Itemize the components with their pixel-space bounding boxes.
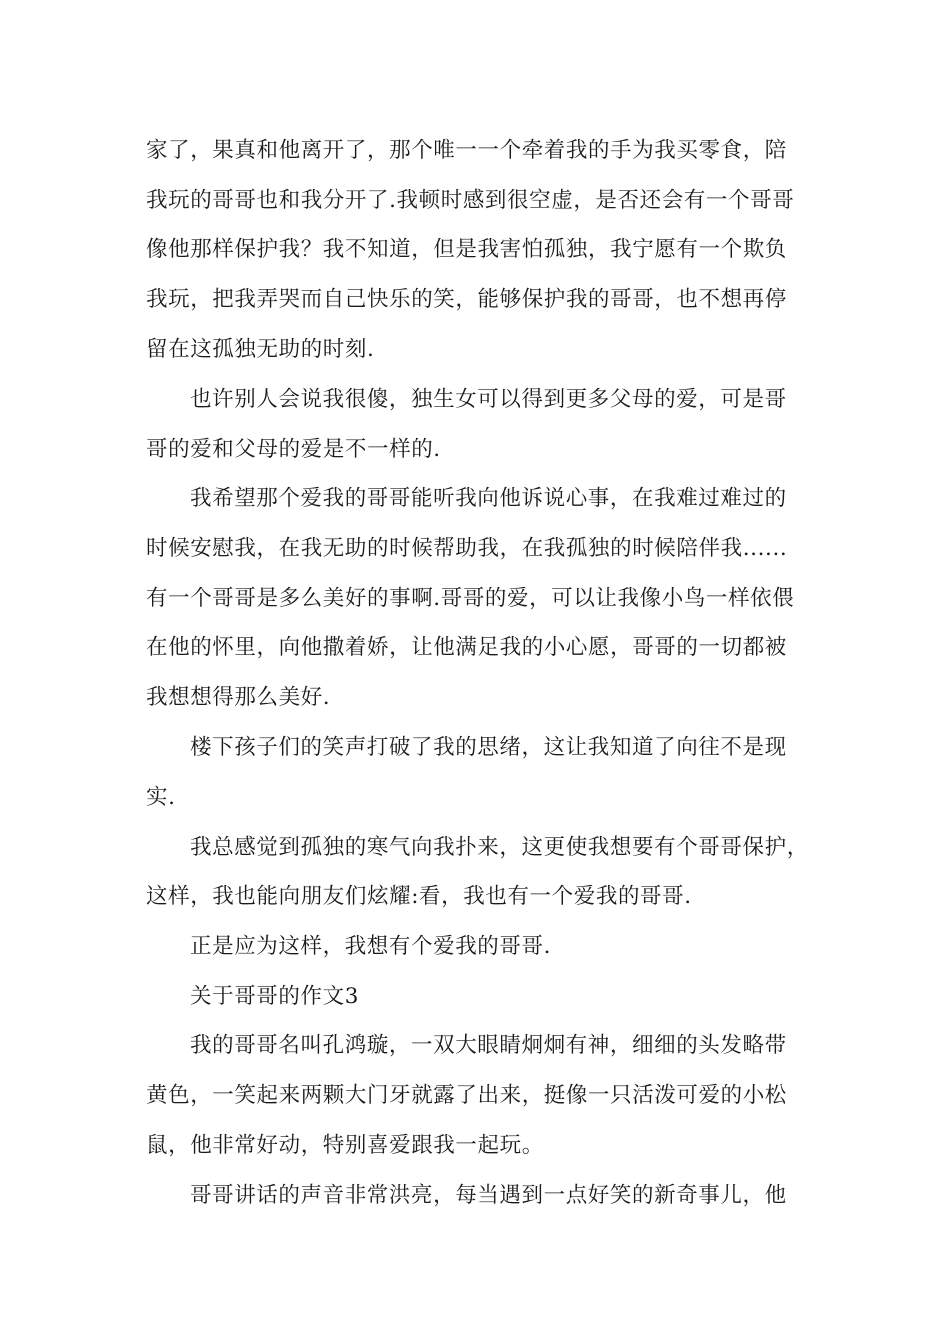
text-line: 留在这孤独无助的时刻. [146, 337, 375, 362]
text-line: 实. [146, 785, 176, 810]
paragraph-start-line: 正是应为这样，我想有个爱我的哥哥. [190, 934, 552, 959]
text-line: 黄色，一笑起来两颗大门牙就露了出来，挺像一只活泼可爱的小松 [146, 1083, 787, 1108]
text-line: 家了，果真和他离开了，那个唯一一个牵着我的手为我买零食，陪 [146, 138, 787, 163]
text-line: 鼠，他非常好动，特别喜爱跟我一起玩。 [146, 1133, 544, 1158]
paragraph-start-line: 也许别人会说我很傻，独生女可以得到更多父母的爱，可是哥 [190, 387, 787, 412]
text-line: 有一个哥哥是多么美好的事啊.哥哥的爱，可以让我像小鸟一样依偎 [146, 586, 795, 611]
paragraph-start-line: 哥哥讲话的声音非常洪亮，每当遇到一点好笑的新奇事儿，他 [190, 1183, 787, 1208]
text-line: 在他的怀里，向他撒着娇，让他满足我的小心愿，哥哥的一切都被 [146, 635, 787, 660]
text-line: 哥的爱和父母的爱是不一样的. [146, 437, 441, 462]
paragraph-start-line: 我希望那个爱我的哥哥能听我向他诉说心事，在我难过难过的 [190, 486, 787, 511]
text-line: 像他那样保护我？我不知道，但是我害怕孤独，我宁愿有一个欺负 [146, 237, 787, 262]
text-line: 我玩的哥哥也和我分开了.我顿时感到很空虚，是否还会有一个哥哥 [146, 188, 795, 213]
text-line: 我想想得那么美好. [146, 685, 331, 710]
text-line: 时候安慰我，在我无助的时候帮助我，在我孤独的时候陪伴我...... [146, 536, 788, 561]
section-heading: 关于哥哥的作文3 [190, 984, 359, 1009]
paragraph-start-line: 我的哥哥名叫孔鸿璇，一双大眼睛炯炯有神，细细的头发略带 [190, 1033, 787, 1058]
paragraph-start-line: 我总感觉到孤独的寒气向我扑来，这更使我想要有个哥哥保护， [190, 835, 809, 860]
text-line: 我玩，把我弄哭而自己快乐的笑，能够保护我的哥哥，也不想再停 [146, 287, 787, 312]
text-line: 这样，我也能向朋友们炫耀:看，我也有一个爱我的哥哥. [146, 884, 692, 909]
paragraph-start-line: 楼下孩子们的笑声打破了我的思绪，这让我知道了向往不是现 [190, 735, 787, 760]
